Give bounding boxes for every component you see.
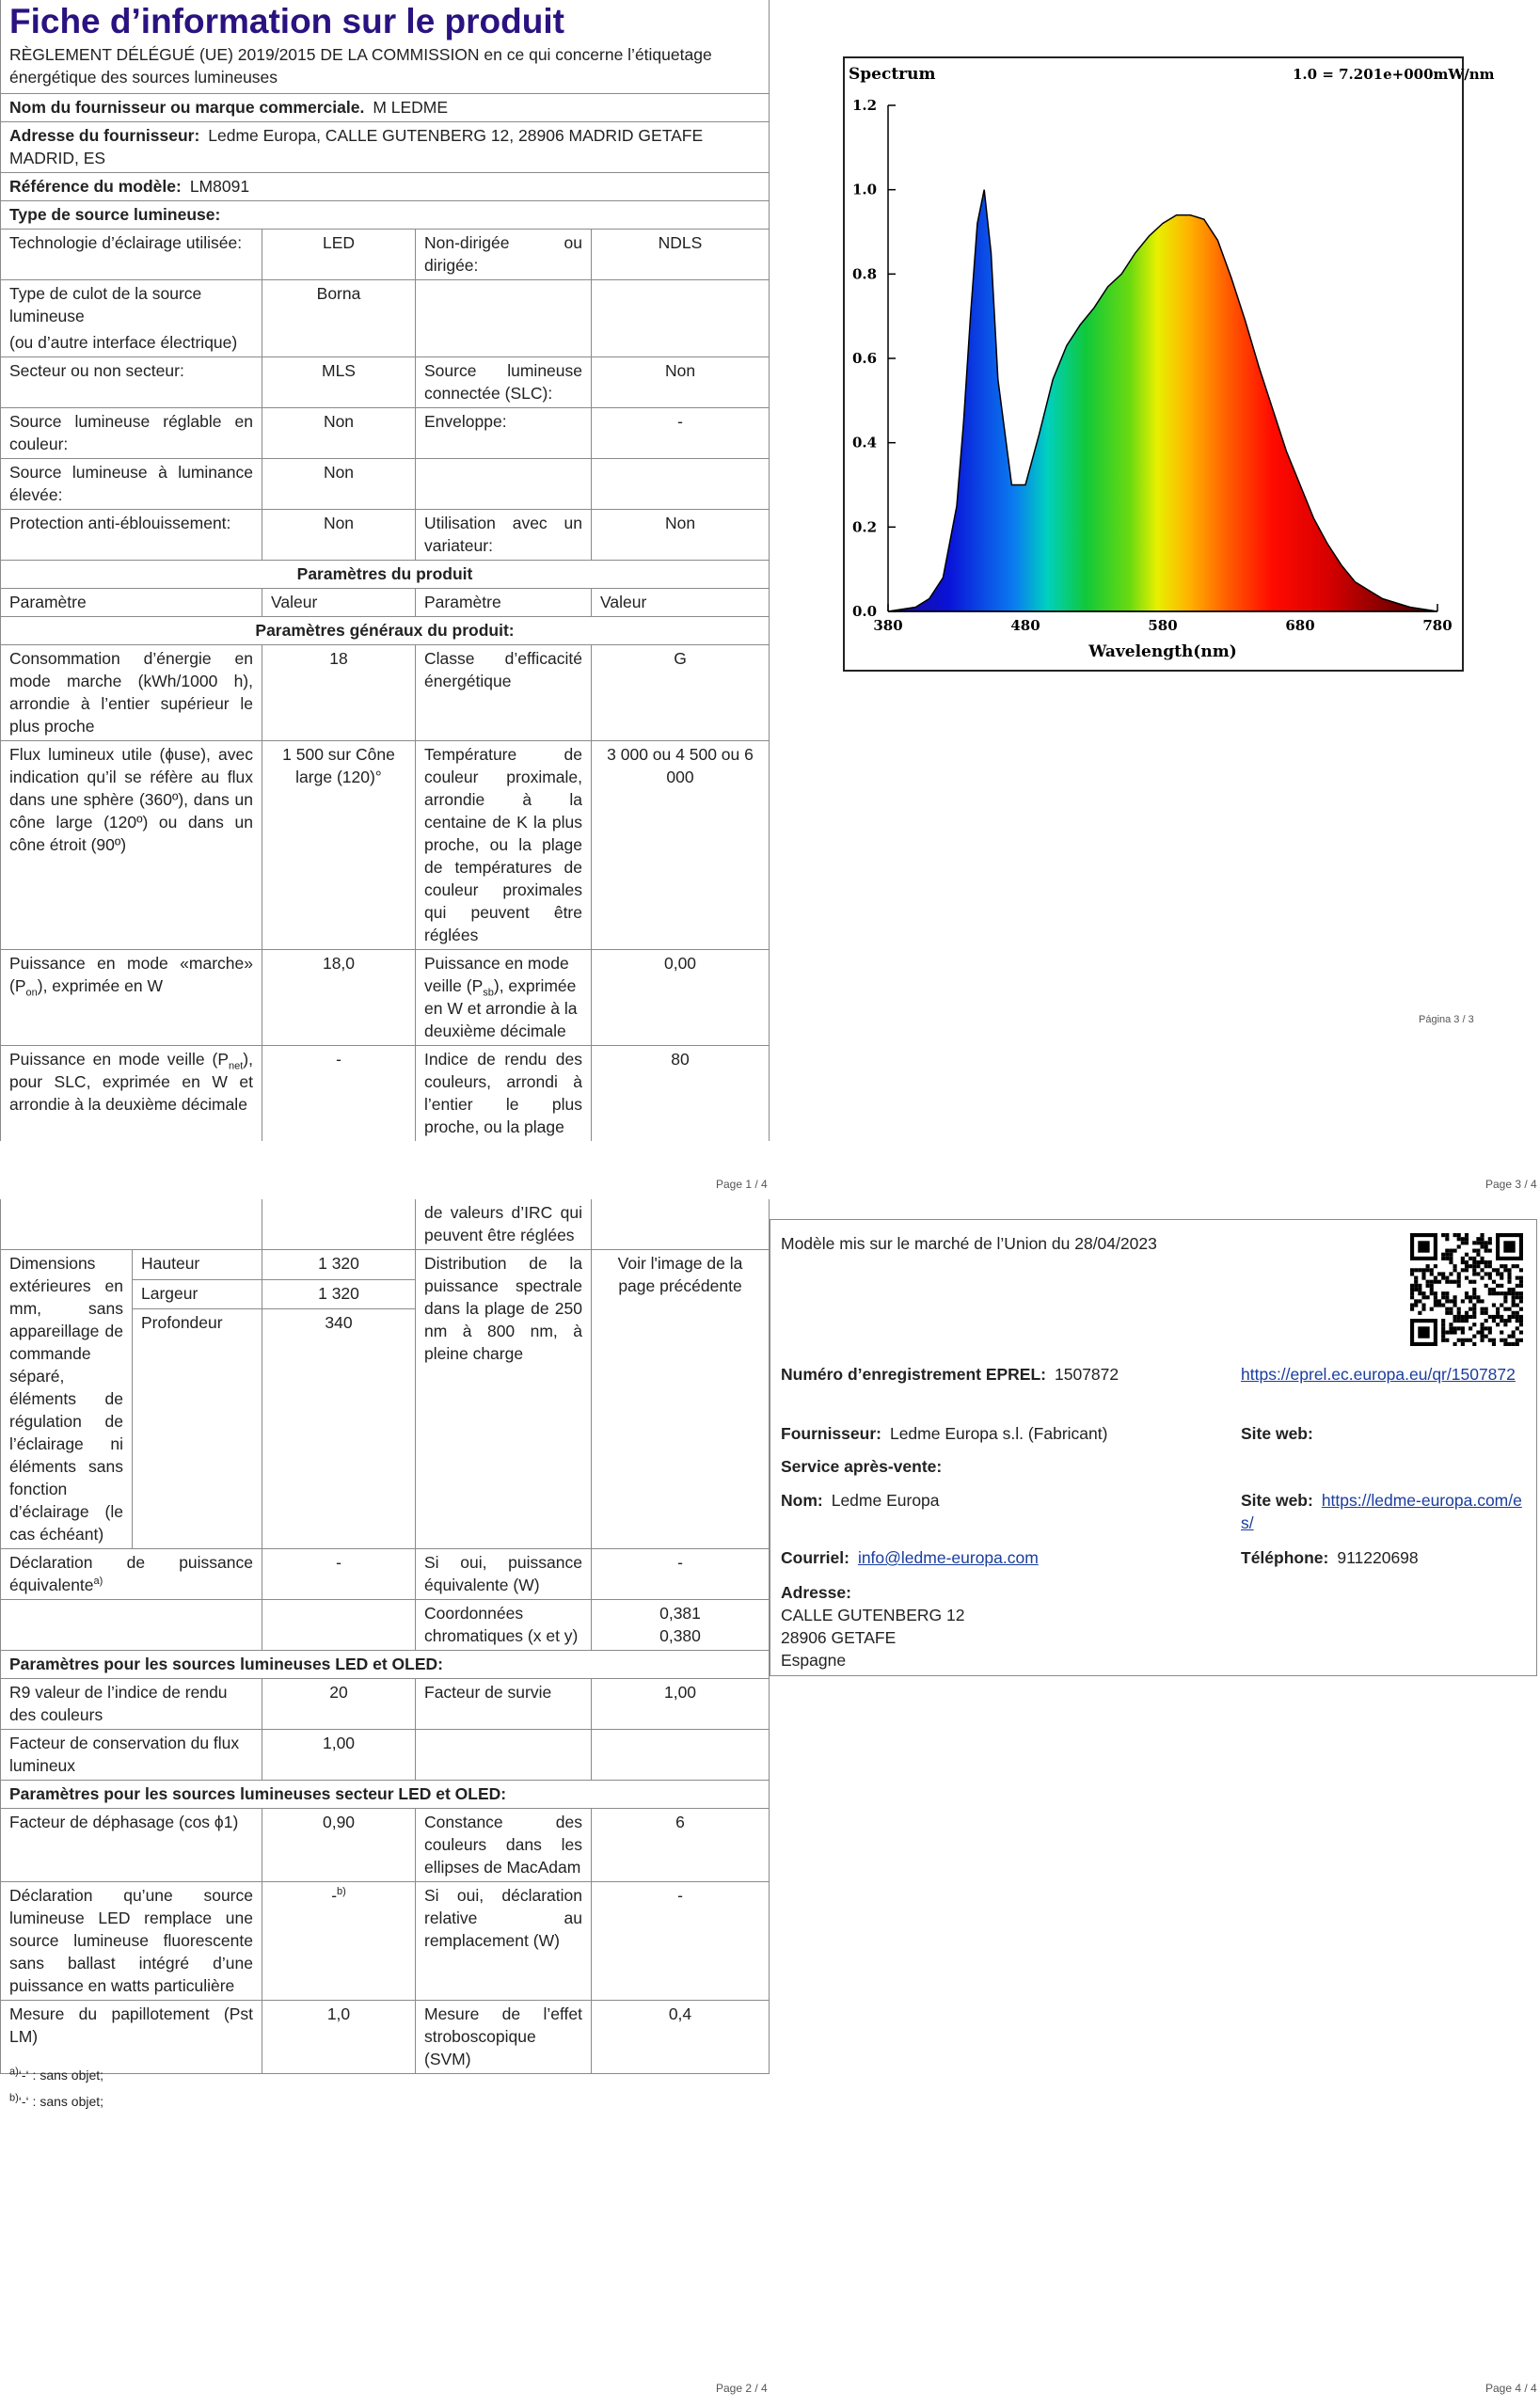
page-title: Fiche d’information sur le produit bbox=[9, 2, 564, 40]
page-number: Page 4 / 4 bbox=[1485, 2382, 1537, 2395]
inner-page-number: Página 3 / 3 bbox=[1419, 1014, 1474, 1025]
service-website: Site web: https://ledme-europa.com/es/ bbox=[1241, 1491, 1522, 1532]
general-row: Consommation d’énergie en mode marche (kWh/1000 h), arrondie à l’entier supérieur le plus proche 18 Classe d’efficacité énergétique G bbox=[1, 645, 770, 741]
eprel-link[interactable]: https://eprel.ec.europa.eu/qr/1507872 bbox=[1241, 1365, 1516, 1384]
service-website-link[interactable]: https://ledme-europa.com/es/ bbox=[1241, 1491, 1522, 1532]
mains-params-header: Paramètres pour les sources lumineuses secteur LED et OLED: bbox=[1, 1781, 770, 1809]
y-tick-label: 1.0 bbox=[852, 181, 878, 198]
y-tick-label: 0.6 bbox=[852, 350, 878, 367]
footnote-a: $^{a)}$‘-‘ : sans objet; bbox=[9, 2066, 104, 2083]
general-row: Puissance en mode veille $(P_{net})$, pour SLC, exprimée en W et arrondie à la deuxième décimale - Indice de rendu des couleurs, arrondi à l’entier le plus proche, ou la plage 80 bbox=[1, 1046, 770, 1142]
chart-title-right: 1.0 = 7.201e+000mW/nm bbox=[1293, 66, 1495, 83]
chart-title-left: Spectrum bbox=[849, 65, 936, 84]
y-tick-label: 0.2 bbox=[852, 518, 878, 536]
spectrum-area bbox=[888, 190, 1437, 611]
supplier: Fournisseur: Ledme Europa s.l. (Fabricant) bbox=[781, 1424, 1108, 1443]
phase-row: Facteur de déphasage (cos ϕ1) 0,90 Constance des couleurs dans les ellipses de MacAdam 6 bbox=[1, 1809, 770, 1882]
spectrum-chart-frame bbox=[843, 56, 1495, 672]
type-row: Type de culot de la source lumineuse (ou d’autre interface électrique) Borna bbox=[1, 280, 770, 357]
page-number: Page 3 / 4 bbox=[1485, 1178, 1537, 1191]
flux-maintenance-row: Facteur de conservation du flux lumineux 1,00 bbox=[1, 1730, 770, 1781]
chromaticity-row: Coordonnées chromatiques (x et y) 0,381 0,380 bbox=[1, 1600, 770, 1651]
x-tick-label: 680 bbox=[1285, 617, 1315, 634]
supplier-address-row: Adresse du fournisseur: Ledme Europa, CALLE GUTENBERG 12, 28906 MADRID GETAFE MADRID, ES bbox=[1, 122, 770, 173]
x-tick-label: 380 bbox=[873, 617, 903, 634]
x-axis-label: Wavelength(nm) bbox=[1088, 642, 1237, 661]
email-link[interactable]: info@ledme-europa.com bbox=[857, 1548, 1039, 1567]
page-number: Page 2 / 4 bbox=[716, 2382, 768, 2395]
y-tick-label: 0.0 bbox=[852, 603, 878, 620]
general-params-header: Paramètres généraux du produit: bbox=[1, 617, 770, 645]
service-phone: Téléphone: 911220698 bbox=[1241, 1548, 1419, 1567]
market-date: Modèle mis sur le marché de l’Union du 28/04/2023 bbox=[781, 1234, 1157, 1253]
type-row: Technologie d’éclairage utilisée: LED Non-dirigée ou dirigée: NDLS bbox=[1, 230, 770, 280]
r9-row: R9 valeur de l’indice de rendu des couleurs 20 Facteur de survie 1,00 bbox=[1, 1679, 770, 1730]
product-sheet-page1 bbox=[0, 0, 770, 1141]
dimensions-row: Dimensions extérieures en mm, sans appareillage de commande séparé, éléments de régulation de l’éclairage ni éléments sans fonction d’éclairage (le cas échéant) Hauteur 1 320 Distribution de la puissance spectrale dans la plage de 250 nm à 800 nm, à pleine charge Voir l'image de la page précédente bbox=[1, 1250, 770, 1280]
led-params-header: Paramètres pour les sources lumineuses LED et OLED: bbox=[1, 1651, 770, 1679]
equivalent-power-row: Déclaration de puissance équivalente$^{a)}$ - Si oui, puissance équivalente (W) - bbox=[1, 1549, 770, 1600]
x-tick-label: 780 bbox=[1422, 617, 1453, 634]
column-headers: Paramètre Valeur Paramètre Valeur bbox=[1, 589, 770, 617]
footnotes bbox=[9, 2062, 103, 2115]
page-number: Page 1 / 4 bbox=[716, 1178, 768, 1191]
product-sheet-page2: de valeurs d’IRC qui peuvent être réglées Dimensions extérieures en mm, sans appareillage de commande séparé, éléments de régulation de l’éclairage ni éléments sans fonction d’éclairage (le cas échéant) Hauteur 1 320 Distribution de la puissance spectrale dans la plage de 250 nm à 800 nm, à pleine charge Voir l'image de la page précédente Largeur 1 320 Profondeur 340 Déclaration de puissance équivalente$^{a)}$ - Si oui, puissance équivalente (W) - Coordonnées chromatiques (x et y) 0,381 0,380 Paramètres pour les sources lumineuses LED et OLED: R9 valeur de l’indice de rendu des couleurs 20 Facteur de survie 1,00 Facteur de conservation du flux lumineux 1,00 Paramètres pour les sources lumineuses secteur LED et OLED: Facteur de déphasage (cos ϕ1) 0,90 Constance des couleurs dans les ellipses de MacAdam 6 Déclaration qu’une source lumineuse LED remplace une source lumineuse fluorescente sans ballast intégré d’une puissance en watts particulière -$^{b)}$ Si oui, déclaration relative au remplacement (W) - Mesure du papillotement (Pst LM) 1,0 Mesure de l’effet stroboscopique (SVM) 0,4 bbox=[0, 1199, 770, 2074]
general-row: Flux lumineux utile (ɸuse), avec indication qu’il se réfère au flux dans une sphère (360º), dans un cône large (120º) ou dans un cône étroit (90º) 1 500 sur Cône large (120)° Température de couleur proximale, arrondie à la centaine de K la plus proche, ou la plage de températures de couleur proximales qui peuvent être réglées 3 000 ou 4 500 ou 6 000 bbox=[1, 741, 770, 950]
supplier-name-row: Nom du fournisseur ou marque commerciale. M LEDME bbox=[1, 94, 770, 122]
footnote-b: $^{b)}$‘-‘ : sans objet; bbox=[9, 2092, 104, 2109]
x-tick-label: 580 bbox=[1148, 617, 1178, 634]
y-tick-label: 0.4 bbox=[852, 434, 878, 452]
y-tick-label: 0.8 bbox=[852, 265, 878, 283]
eprel-info-box bbox=[770, 1219, 1537, 1676]
x-tick-label: 480 bbox=[1010, 617, 1040, 634]
type-row: Protection anti-éblouissement: Non Utilisation avec un variateur: Non bbox=[1, 510, 770, 561]
model-reference-row: Référence du modèle: LM8091 bbox=[1, 173, 770, 201]
continuation-row: de valeurs d’IRC qui peuvent être réglées bbox=[1, 1199, 770, 1250]
flicker-row: Mesure du papillotement (Pst LM) 1,0 Mesure de l’effet stroboscopique (SVM) 0,4 bbox=[1, 2001, 770, 2074]
general-row: Puissance en mode «marche» $(P_{on})$, exprimée en W 18,0 Puissance en mode veille $(P_{sb})$, exprimée en W et arrondie à la deuxième décimale 0,00 bbox=[1, 950, 770, 1046]
website-label: Site web: bbox=[1241, 1424, 1313, 1443]
product-params-header: Paramètres du produit bbox=[1, 561, 770, 589]
after-sales-label: Service après-vente: bbox=[781, 1457, 943, 1476]
eprel-link-wrap bbox=[1241, 1363, 1523, 1386]
type-row: Source lumineuse à luminance élevée: Non bbox=[1, 459, 770, 510]
eprel-number: Numéro d’enregistrement EPREL: 1507872 bbox=[781, 1365, 1119, 1384]
source-type-header: Type de source lumineuse: bbox=[1, 201, 770, 230]
service-address: Adresse: CALLE GUTENBERG 12 28906 GETAFE Espagne bbox=[781, 1583, 965, 1670]
spectrum-chart bbox=[845, 58, 1495, 670]
service-email: Courriel: info@ledme-europa.com bbox=[781, 1548, 1039, 1567]
qr-code-icon bbox=[1410, 1233, 1523, 1346]
regulation-text: RÈGLEMENT DÉLÉGUÉ (UE) 2019/2015 DE LA COMMISSION en ce qui concerne l’étiquetage énergétique des sources lumineuses bbox=[9, 45, 712, 87]
replacement-row: Déclaration qu’une source lumineuse LED remplace une source lumineuse fluorescente sans ballast intégré d’une puissance en watts particulière -$^{b)}$ Si oui, déclaration relative au remplacement (W) - bbox=[1, 1882, 770, 2001]
type-row: Secteur ou non secteur: MLS Source lumineuse connectée (SLC): Non bbox=[1, 357, 770, 408]
y-tick-label: 1.2 bbox=[852, 97, 878, 114]
service-name: Nom: Ledme Europa bbox=[781, 1491, 940, 1510]
type-row: Source lumineuse réglable en couleur: Non Enveloppe: - bbox=[1, 408, 770, 459]
